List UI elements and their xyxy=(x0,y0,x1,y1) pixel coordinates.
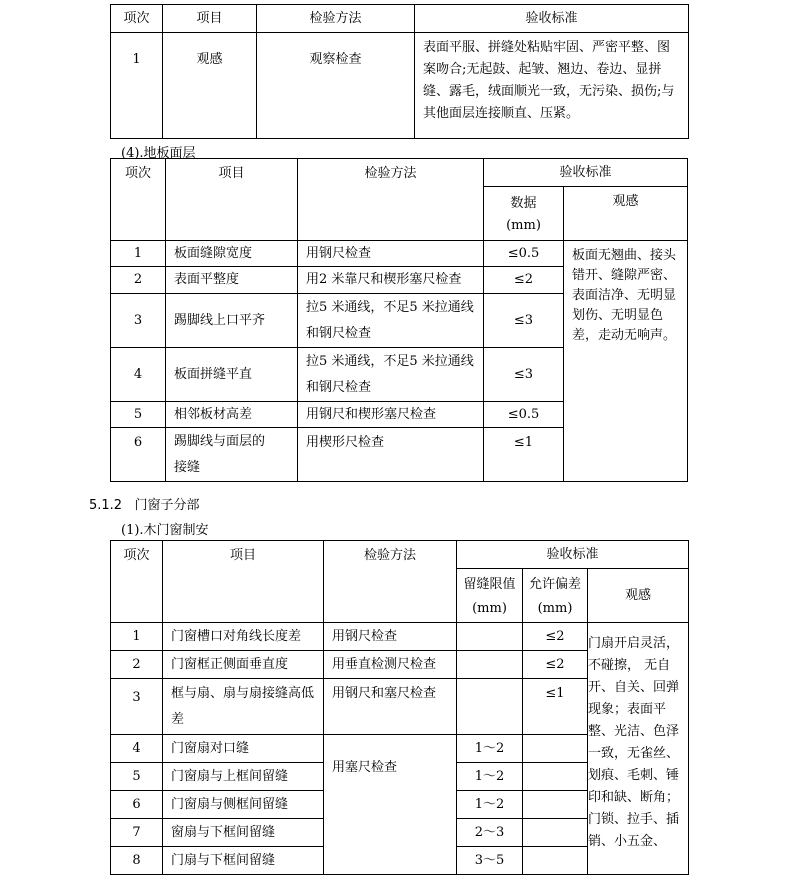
table-row-no: 6 xyxy=(111,428,166,482)
section-floor-label: (4).地板面层 xyxy=(121,146,196,161)
table-row-gap: 3～5 xyxy=(457,847,523,875)
table-row-value: ≤0.5 xyxy=(484,241,564,267)
table-row-item: 门窗扇对口缝 xyxy=(163,735,324,763)
table-row-tolerance xyxy=(523,763,588,791)
table-row-no: 8 xyxy=(111,847,163,875)
table-surface-appearance xyxy=(110,4,689,139)
table-row-no: 2 xyxy=(111,651,163,679)
table-row-tolerance: ≤2 xyxy=(523,651,588,679)
row-item: 观感 xyxy=(163,33,257,139)
table-row-no: 7 xyxy=(111,819,163,847)
table-row-value: ≤2 xyxy=(484,267,564,294)
table-wood-door xyxy=(110,540,689,875)
table-row-item: 门扇与下框间留缝 xyxy=(163,847,324,875)
table-row-gap: 2～3 xyxy=(457,819,523,847)
row-standard: 表面平服、拼缝处粘贴牢固、严密平整、图案吻合;无起鼓、起皱、翘边、卷边、显拼缝、露毛，绒面顺光一致，无污染、损伤;与其他面层连接顺直、压紧。 xyxy=(415,33,689,139)
shared-method-cell: 用塞尺检查 xyxy=(324,735,457,875)
appearance-cell: 门扇开启灵活，不碰擦， 无自开、自关、回弹现象；表面平整、光洁、色泽一致，无雀丝、划痕、毛刺、锤印和缺、断角；门锁、拉手、插销、小五金、 xyxy=(588,623,689,875)
header-appearance: 观感 xyxy=(564,187,688,241)
table-row-method: 用垂直检测尺检查 xyxy=(324,651,457,679)
table-row-gap: 1～2 xyxy=(457,735,523,763)
table-row-gap: 1～2 xyxy=(457,763,523,791)
table-row-method: 用钢尺检查 xyxy=(298,241,484,267)
table-row-method: 用楔形尺检查 xyxy=(298,428,484,482)
table-row-gap: 1～2 xyxy=(457,791,523,819)
table-row-item: 板面拼缝平直 xyxy=(166,348,298,402)
table-row-item: 框与扇、扇与扇接缝高低差 xyxy=(163,679,324,735)
table-row-item: 门窗框正侧面垂直度 xyxy=(163,651,324,679)
header-method: 检验方法 xyxy=(324,541,457,623)
table-row-no: 3 xyxy=(111,294,166,348)
header-item: 项目 xyxy=(166,159,298,241)
table-row-item: 窗扇与下框间留缝 xyxy=(163,819,324,847)
table-row-method: 用钢尺和塞尺检查 xyxy=(324,679,457,735)
table-row-gap xyxy=(457,623,523,651)
appearance-cell: 板面无翘曲、接头错开、缝隙严密、表面洁净、无明显划伤、无明显色差，走动无响声。 xyxy=(564,241,688,482)
table-row-tolerance xyxy=(523,847,588,875)
table-row-item: 相邻板材高差 xyxy=(166,402,298,428)
table-row-tolerance xyxy=(523,791,588,819)
header-method: 检验方法 xyxy=(257,5,415,33)
table-row-no: 2 xyxy=(111,267,166,294)
row-method: 观察检查 xyxy=(257,33,415,139)
header-item: 项目 xyxy=(163,5,257,33)
section-wood-label: (1).木门窗制安 xyxy=(121,523,209,538)
header-standard: 验收标准 xyxy=(484,159,688,187)
header-appearance: 观感 xyxy=(588,569,689,623)
table-row-method: 用钢尺检查 xyxy=(324,623,457,651)
header-gap: 留缝限值(mm) xyxy=(457,569,523,623)
table-row-tolerance xyxy=(523,735,588,763)
table-row-gap xyxy=(457,679,523,735)
table-row-value: ≤3 xyxy=(484,348,564,402)
table-row-item: 板面缝隙宽度 xyxy=(166,241,298,267)
table-row-method: 拉5 米通线，不足5 米拉通线和钢尺检查 xyxy=(298,348,484,402)
table-row-no: 4 xyxy=(111,348,166,402)
header-method: 检验方法 xyxy=(298,159,484,241)
table-row-gap xyxy=(457,651,523,679)
table-row-value: ≤1 xyxy=(484,428,564,482)
table-row-method: 用2 米靠尺和楔形塞尺检查 xyxy=(298,267,484,294)
section-title: 门窗子分部 xyxy=(134,498,200,513)
table-row-value: ≤0.5 xyxy=(484,402,564,428)
header-standard: 验收标准 xyxy=(457,541,689,569)
section-door-heading xyxy=(89,494,200,513)
header-no: 项次 xyxy=(111,5,163,33)
row-no: 1 xyxy=(111,33,163,139)
table-row-method: 用钢尺和楔形塞尺检查 xyxy=(298,402,484,428)
header-no: 项次 xyxy=(111,159,166,241)
table-row-no: 1 xyxy=(111,623,163,651)
table-row-no: 3 xyxy=(111,679,163,735)
table-row-item: 表面平整度 xyxy=(166,267,298,294)
table-row-item: 门窗槽口对角线长度差 xyxy=(163,623,324,651)
table-row-item: 踢脚线与面层的接缝 xyxy=(166,428,298,482)
table-row-item: 门窗扇与侧框间留缝 xyxy=(163,791,324,819)
table-row-method: 拉5 米通线，不足5 米拉通线和钢尺检查 xyxy=(298,294,484,348)
table-row-tolerance: ≤1 xyxy=(523,679,588,735)
table-row-tolerance: ≤2 xyxy=(523,623,588,651)
table-row-item: 踢脚线上口平齐 xyxy=(166,294,298,348)
table-floor xyxy=(110,158,688,482)
table-row-no: 5 xyxy=(111,402,166,428)
header-item: 项目 xyxy=(163,541,324,623)
header-standard: 验收标准 xyxy=(415,5,689,33)
table-row-no: 4 xyxy=(111,735,163,763)
table-row-no: 6 xyxy=(111,791,163,819)
section-number: 5.1.2 xyxy=(89,498,123,513)
header-no: 项次 xyxy=(111,541,163,623)
table-row-no: 1 xyxy=(111,241,166,267)
table-row-value: ≤3 xyxy=(484,294,564,348)
header-data: 数据(mm) xyxy=(484,187,564,241)
header-tolerance: 允许偏差(mm) xyxy=(523,569,588,623)
table-row-tolerance xyxy=(523,819,588,847)
table-row-no: 5 xyxy=(111,763,163,791)
table-row-item: 门窗扇与上框间留缝 xyxy=(163,763,324,791)
